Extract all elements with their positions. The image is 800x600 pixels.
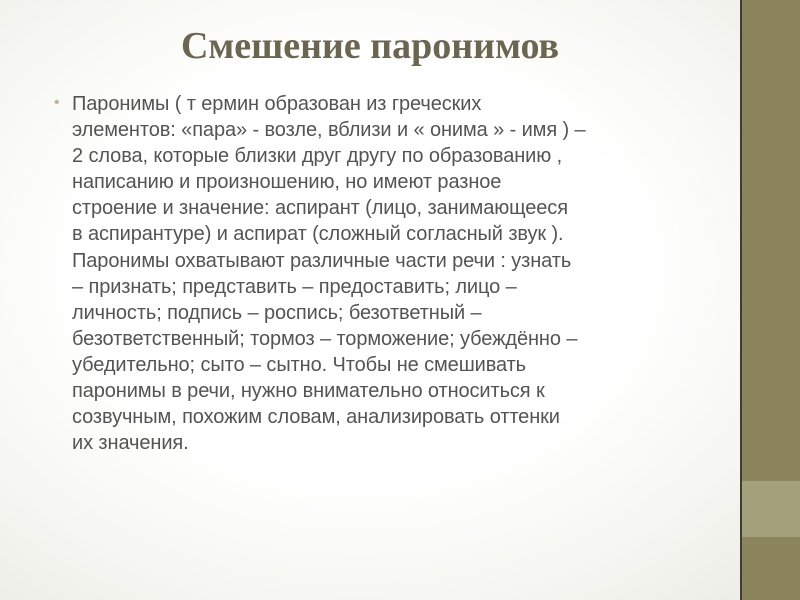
text-line: их значения. bbox=[72, 432, 189, 455]
paragraph bbox=[72, 91, 722, 456]
text-line: паронимы в речи, нужно внимательно относиться к bbox=[72, 380, 545, 403]
text-line: Паронимы охватывают различные части речи : узнать bbox=[72, 249, 572, 272]
text-line: Паронимы ( т ермин образован из греческих bbox=[72, 93, 482, 115]
text-line: строение и значение: аспирант (лицо, занимающееся bbox=[72, 197, 568, 220]
text-line: безответственный; тормоз – торможение; убеждённо – bbox=[72, 327, 578, 350]
text-line: созвучным, похожим словам, анализировать оттенки bbox=[72, 406, 560, 429]
slide-title: Смешение паронимов bbox=[180, 25, 560, 67]
text-line: элементов: «пара» - возле, вблизи и « онима » - имя ) – bbox=[72, 119, 586, 142]
text-line: – признать; представить – предоставить; лицо – bbox=[72, 275, 517, 298]
sidebar-accent-block bbox=[742, 481, 800, 537]
text-line: 2 слова, которые близки друг другу по образованию , bbox=[72, 145, 563, 168]
text-line: в аспирантуре) и аспират (сложный согласный звук ). bbox=[72, 223, 564, 246]
text-line: написанию и произношению, но имеют разное bbox=[72, 171, 502, 194]
text-line: личность; подпись – роспись; безответный – bbox=[72, 301, 482, 324]
bullet-icon: • bbox=[54, 94, 60, 111]
text-line: убедительно; сыто – сытно. Чтобы не смешивать bbox=[72, 353, 526, 376]
